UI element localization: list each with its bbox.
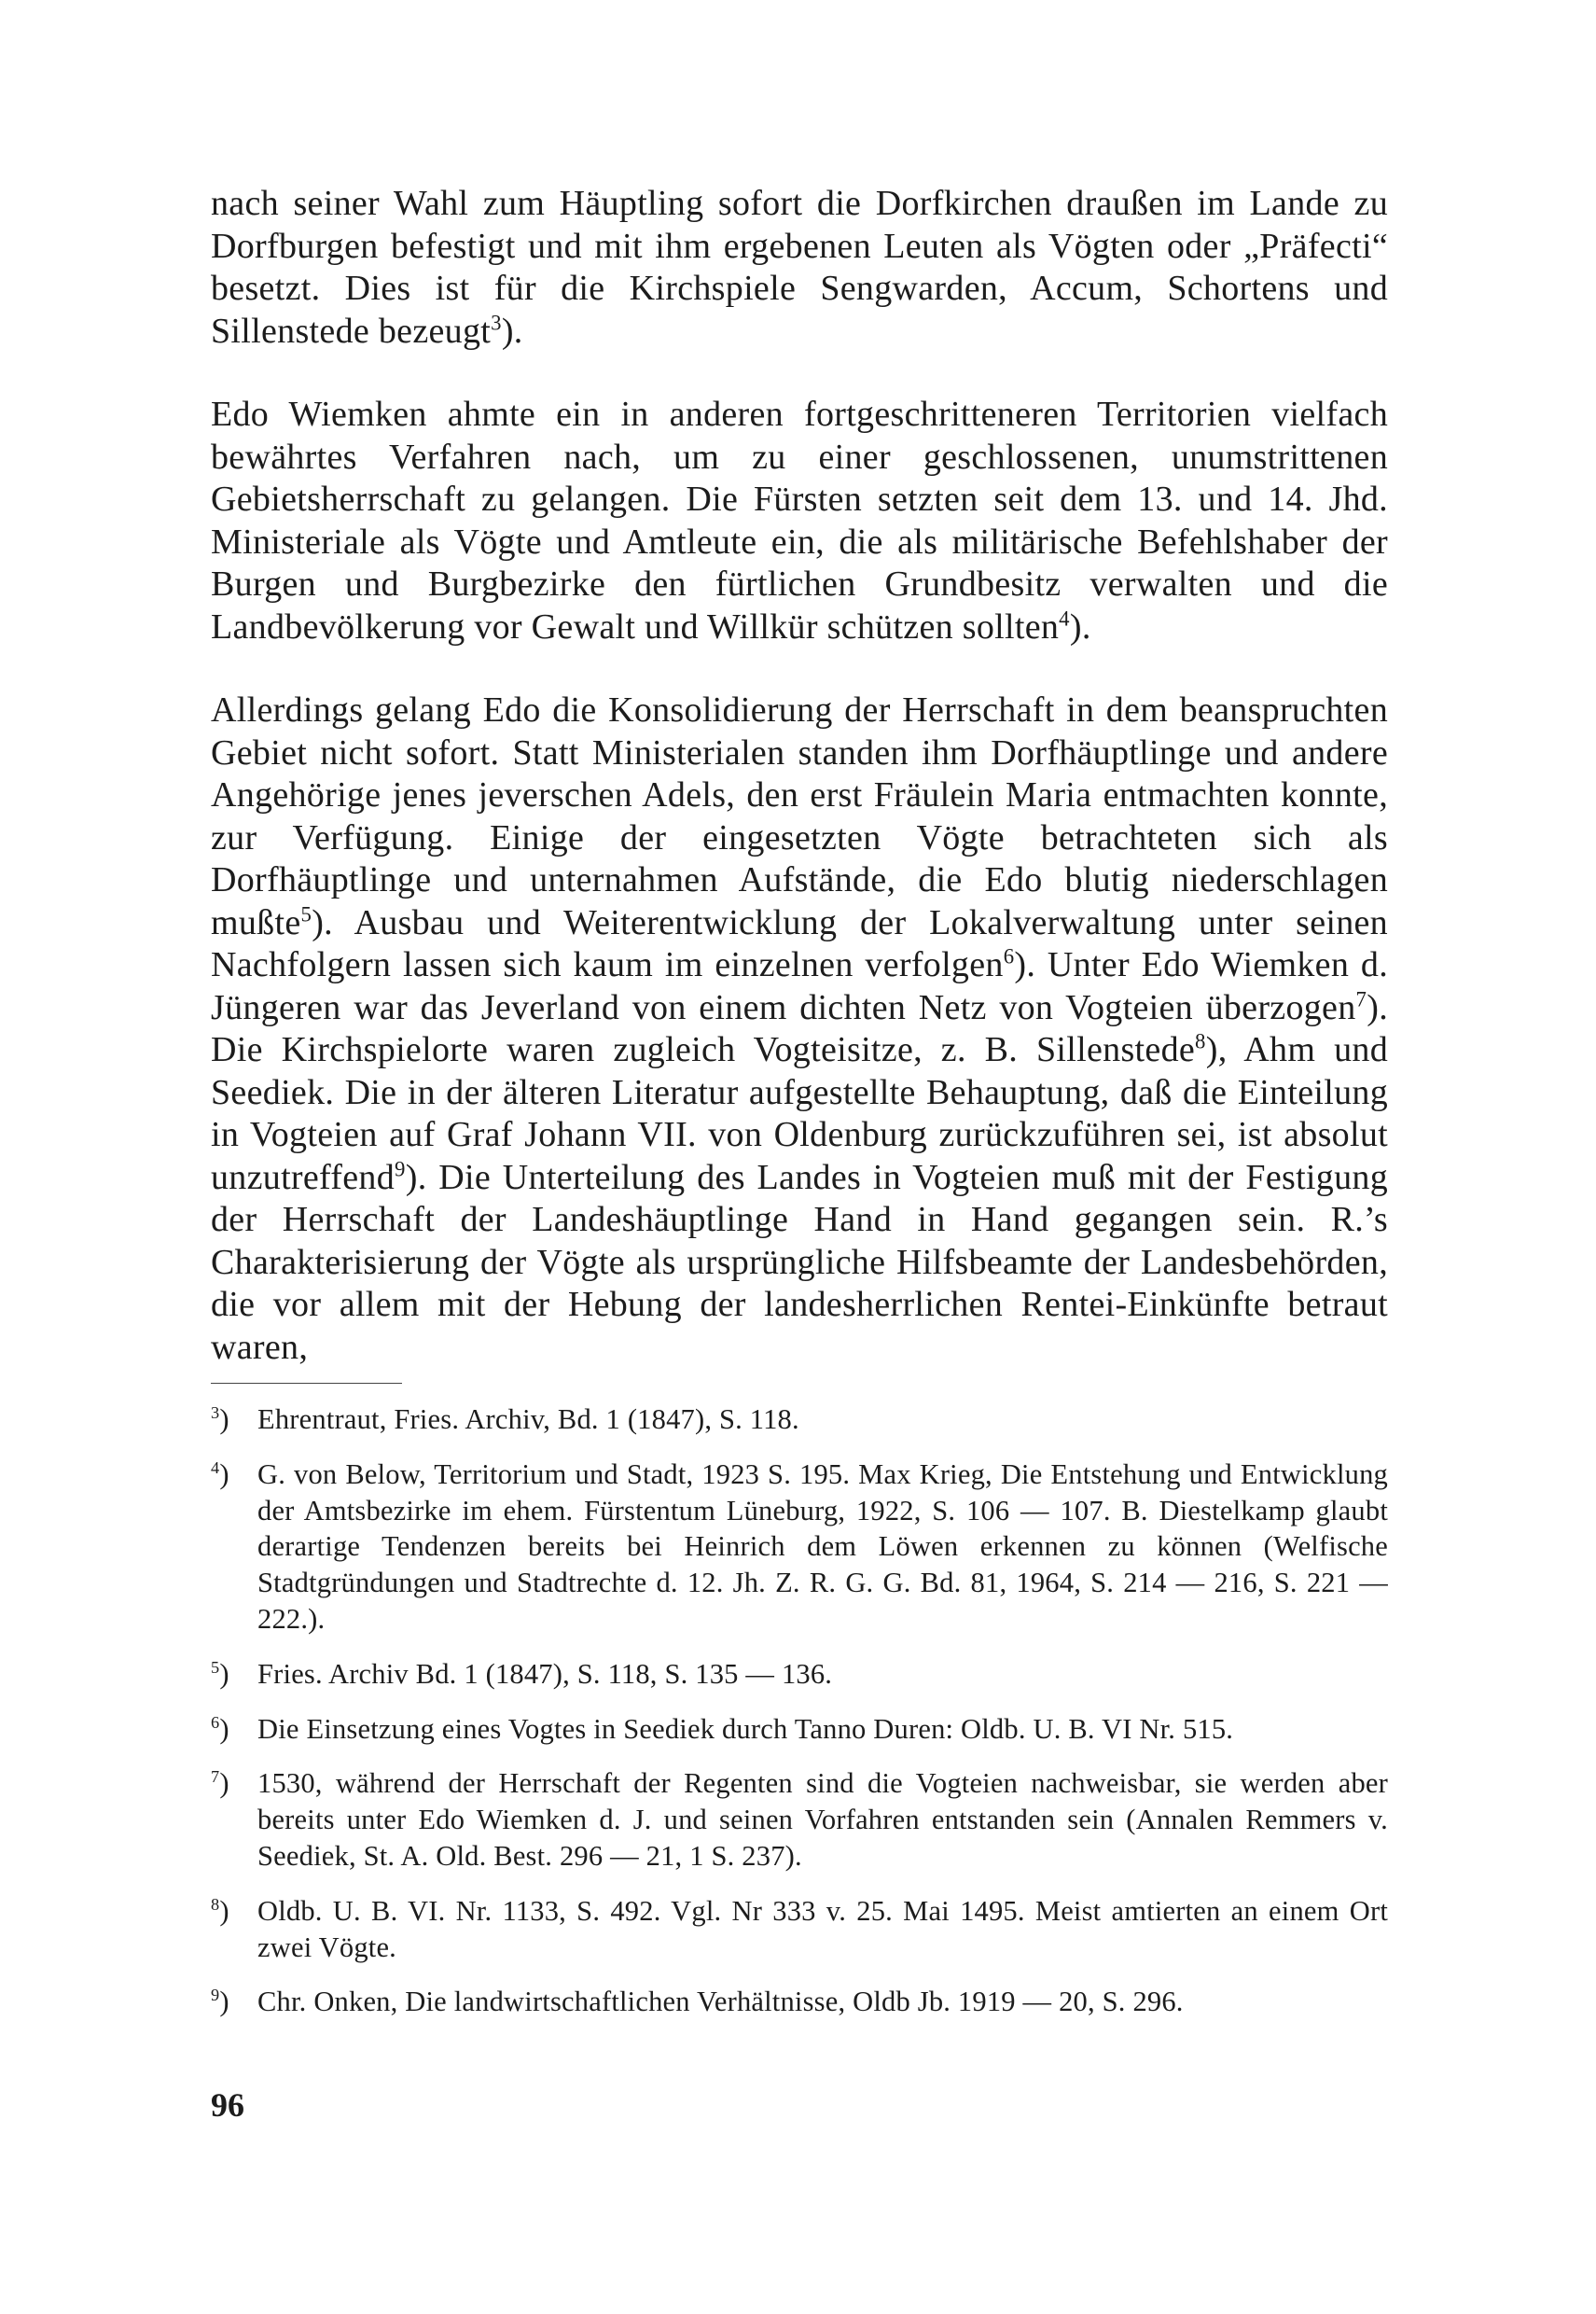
- footnote-reference: 3: [491, 310, 502, 334]
- footnote: [211, 1711, 1388, 1748]
- footnote-text: Ehrentraut, Fries. Archiv, Bd. 1 (1847), S. 118.: [257, 1403, 799, 1435]
- footnote-text: G. von Below, Territorium und Stadt, 1923 S. 195. Max Krieg, Die Entstehung und Entwicklung der Amtsbezirke im ehem. Fürstentum Lüneburg, 1922, S. 106 — 107. B. Diestelkamp glaubt derartige Tendenzen bereits bei Heinrich dem Löwen erkennen zu können (Welfische Stadtgründungen und Stadtrechte d. 12. Jh. Z. R. G. G. Bd. 81, 1964, S. 214 — 216, S. 221 — 222.).: [257, 1457, 1388, 1635]
- paragraph: [211, 690, 1388, 1369]
- paragraph-text: ). Die Kirchspielorte waren zugleich Vogteisitze, z. B. Sillenstede: [211, 987, 1388, 1069]
- paragraph-text: ).: [501, 311, 523, 351]
- footnote-marker-number: 9: [211, 1986, 220, 2005]
- paragraph-text: nach seiner Wahl zum Häuptling sofort die Dorfkirchen draußen im Lande zu Dorfburgen befestigt und mit ihm ergebenen Leuten als Vögten oder „Präfecti“ besetzt. Dies ist für die Kirchspiele Sengwarden, Accum, Schortens und Sillenstede bezeugt: [211, 184, 1388, 351]
- footnote-marker: $^4$): [211, 1457, 229, 1490]
- footnote-marker: $^6$): [211, 1712, 229, 1745]
- footnote-marker: $^5$): [211, 1657, 229, 1690]
- footnote-text: Chr. Onken, Die landwirtschaftlichen Verhältnisse, Oldb Jb. 1919 — 20, S. 296.: [257, 1986, 1184, 2018]
- footnote-text: Die Einsetzung eines Vogtes in Seediek durch Tanno Duren: Oldb. U. B. VI Nr. 515.: [257, 1712, 1234, 1745]
- footnote-separator: [211, 1383, 402, 1384]
- footnote-reference: 9: [395, 1156, 406, 1180]
- footnote-marker: $^7$): [211, 1767, 229, 1800]
- footnote-marker: $^8$): [211, 1894, 229, 1927]
- paragraph: [211, 183, 1388, 353]
- footnote-text: Fries. Archiv Bd. 1 (1847), S. 118, S. 135 — 136.: [257, 1657, 833, 1690]
- paragraph-text: ). Die Unterteilung des Landes in Vogteien muß mit der Festigung der Herrschaft der Landeshäuptlinge Hand in Hand gegangen sein. R.’s Charakterisierung der Vögte als ursprüngliche Hilfsbeamte der Landesbehörden, die vor allem mit der Hebung der landesherrlichen Rentei-Einkünfte betraut waren,: [211, 1157, 1388, 1367]
- footnote-reference: 6: [1003, 944, 1015, 969]
- footnote-reference: 7: [1355, 986, 1367, 1011]
- paragraph-text: Allerdings gelang Edo die Konsolidierung der Herrschaft in dem beanspruchten Gebiet nicht sofort. Statt Ministerialen standen ihm Dorfhäuptlinge und andere Angehörige jenes jeverschen Adels, den erst Fräulein Maria entmachten konnte, zur Verfügung. Einige der eingesetzten Vögte betrachteten sich als Dorfhäuptlinge und unternahmen Aufstände, die Edo blutig niederschlagen mußte: [211, 690, 1388, 942]
- footnote: [211, 1893, 1388, 1966]
- footnote-marker-number: 6: [211, 1712, 220, 1732]
- page-number: 96: [211, 2086, 244, 2124]
- footnote-marker-number: 5: [211, 1657, 220, 1677]
- footnote: [211, 1765, 1388, 1874]
- paragraph: [211, 394, 1388, 648]
- footnote-reference: 8: [1195, 1029, 1206, 1053]
- footnote-marker: $^9$): [211, 1986, 229, 2018]
- footnote-marker-number: 7: [211, 1767, 220, 1787]
- footnote: [211, 1401, 1388, 1438]
- footnote-reference: 5: [300, 901, 312, 926]
- footnote-text: Oldb. U. B. VI. Nr. 1133, S. 492. Vgl. Nr 333 v. 25. Mai 1495. Meist amtierten an einem Ort zwei Vögte.: [257, 1894, 1388, 1963]
- paragraph-text: ). Ausbau und Weiterentwicklung der Lokalverwaltung unter seinen Nachfolgern lassen sich kaum im einzelnen verfolgen: [211, 902, 1388, 984]
- footnote-marker-number: 4: [211, 1457, 220, 1477]
- body-text: [211, 183, 1388, 1410]
- footnote-marker-number: 8: [211, 1894, 220, 1914]
- footnote-marker-number: 3: [211, 1402, 220, 1422]
- footnote-marker: $^3$): [211, 1402, 229, 1435]
- paragraph-text: Edo Wiemken ahmte ein in anderen fortgeschritteneren Territorien vielfach bewährtes Verfahren nach, um zu einer geschlossenen, unumstrittenen Gebietsherrschaft zu gelangen. Die Fürsten setzten seit dem 13. und 14. Jhd. Ministeriale als Vögte und Amtleute ein, die als militärische Befehlshaber der Burgen und Burgbezirke den fürtlichen Grundbesitz verwalten und die Landbevölkerung vor Gewalt und Willkür schützen sollten: [211, 395, 1388, 647]
- footnote-reference: 4: [1059, 606, 1070, 630]
- footnote-text: 1530, während der Herrschaft der Regenten sind die Vogteien nachweisbar, sie werden aber bereits unter Edo Wiemken d. J. und seinen Vorfahren entstanden sein (Annalen Remmers v. Seediek, St. A. Old. Best. 296 — 21, 1 S. 237).: [257, 1767, 1388, 1872]
- footnote: [211, 1656, 1388, 1693]
- paragraph-text: ), Ahm und Seediek. Die in der älteren Literatur aufgestellte Behauptung, daß die Einteilung in Vogteien auf Graf Johann VII. von Oldenburg zurückzuführen sei, ist absolut unzutreffend: [211, 1030, 1388, 1197]
- paragraph-text: ). Unter Edo Wiemken d. Jüngeren war das Jeverland von einem dichten Netz von Vogteien überzogen: [211, 945, 1388, 1027]
- footnote: [211, 1984, 1388, 2020]
- footnote: [211, 1457, 1388, 1638]
- paragraph-text: ).: [1069, 606, 1091, 647]
- footnotes: [211, 1401, 1388, 2039]
